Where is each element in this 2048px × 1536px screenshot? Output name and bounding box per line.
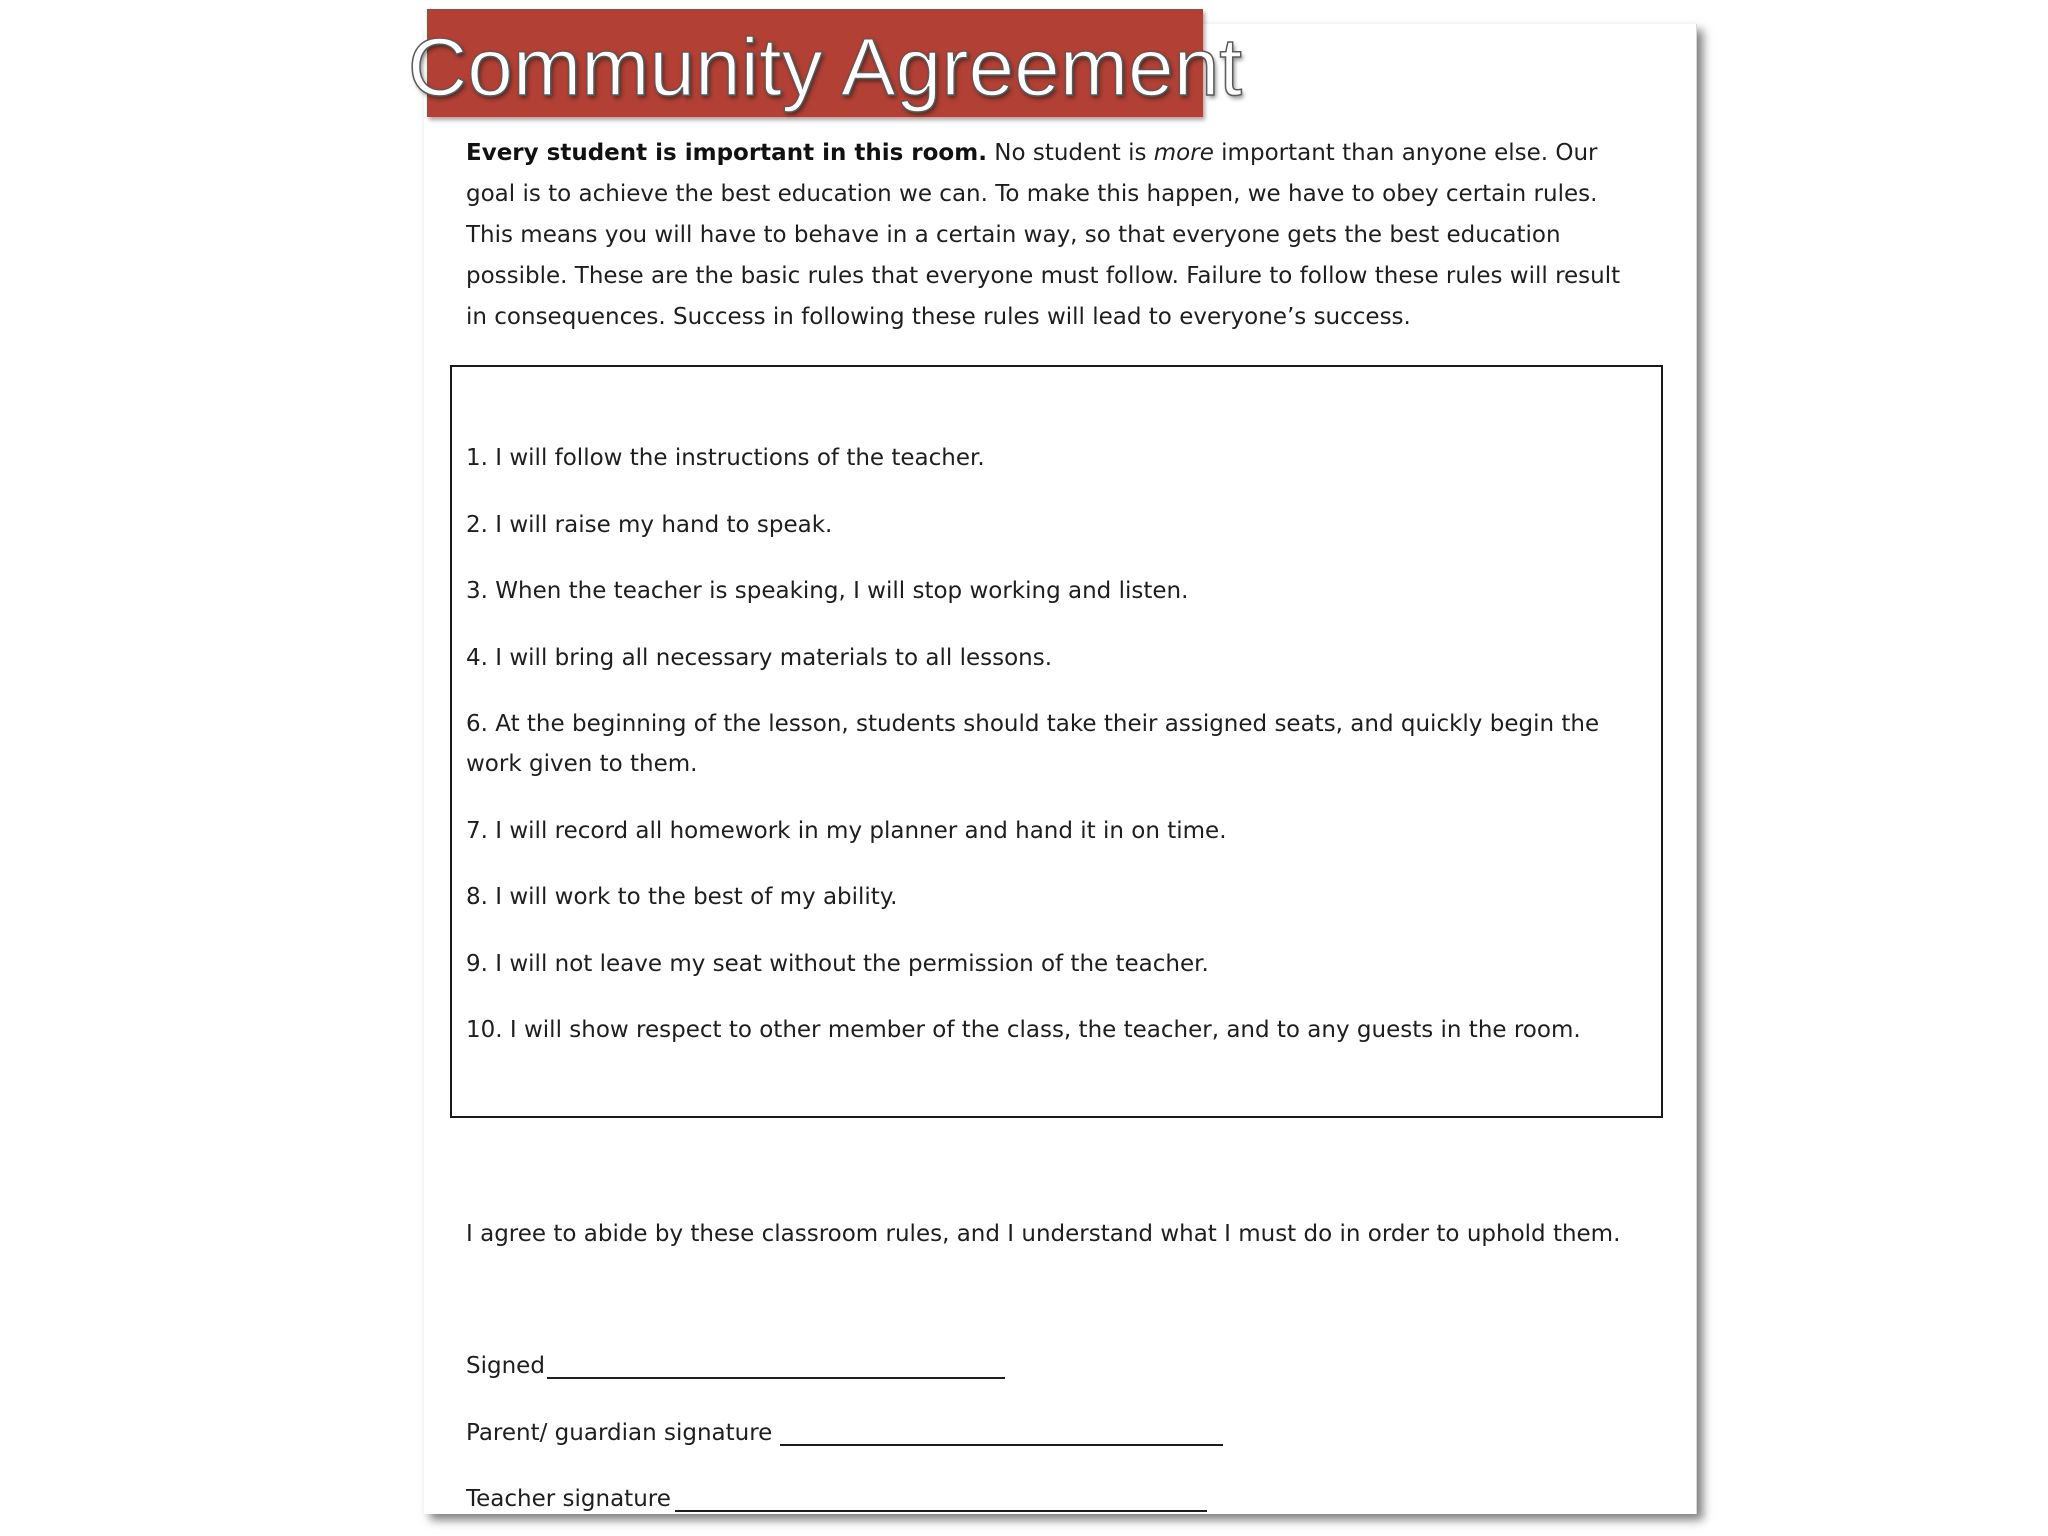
intro-text-after-italic: important than anyone else. Our goal is to achieve the best education we can. To make this happen, we have to obey certain rules. This means you will have to behave in a certain way, so that everyone gets the best education possible. These are the basic rules that everyone must follow. Failure to follow these rules will result in consequences. Success in following these rules will lead to everyone’s success. (466, 140, 1621, 330)
parent-signature-line (466, 1413, 1223, 1453)
intro-text-before-italic: No student is (986, 140, 1154, 166)
rule-item: 8. I will work to the best of my ability. (466, 884, 898, 910)
rule-item: 1. I will follow the instructions of the teacher. (466, 445, 985, 471)
teacher-signature-label: Teacher signature (466, 1486, 671, 1512)
signed-label: Signed (466, 1353, 545, 1379)
rule-item: 10. I will show respect to other member of the class, the teacher, and to any guests in the room. (466, 1017, 1581, 1043)
rule-item: 7. I will record all homework in my planner and hand it in on time. (466, 817, 1227, 844)
signed-blank (547, 1351, 1005, 1379)
parent-signature-label: Parent/ guardian signature (466, 1420, 773, 1446)
rule-item: 3. When the teacher is speaking, I will stop working and listen. (466, 578, 1189, 604)
rule-item: 2. I will raise my hand to speak. (466, 511, 833, 538)
rule-item: 6. At the beginning of the lesson, students should take their assigned seats, and quickly begin the work given to them. (466, 711, 1600, 777)
rules-box (450, 365, 1663, 1118)
rule-item: 4. I will bring all necessary materials to all lessons. (466, 644, 1053, 671)
parent-signature-blank (780, 1418, 1223, 1446)
rules-list (466, 438, 1641, 1077)
intro-bold-lead: Every student is important in this room. (466, 140, 987, 166)
slide-title: Community Agreement (408, 22, 1243, 113)
teacher-signature-blank (675, 1484, 1207, 1512)
signed-line (466, 1346, 1005, 1386)
intro-italic-word: more (1153, 140, 1214, 166)
intro-paragraph (466, 133, 1646, 338)
agreement-statement: I agree to abide by these classroom rules, and I understand what I must do in order to uphold them. (466, 1221, 1621, 1247)
teacher-signature-line (466, 1479, 1207, 1519)
rule-item: 9. I will not leave my seat without the permission of the teacher. (466, 950, 1209, 977)
